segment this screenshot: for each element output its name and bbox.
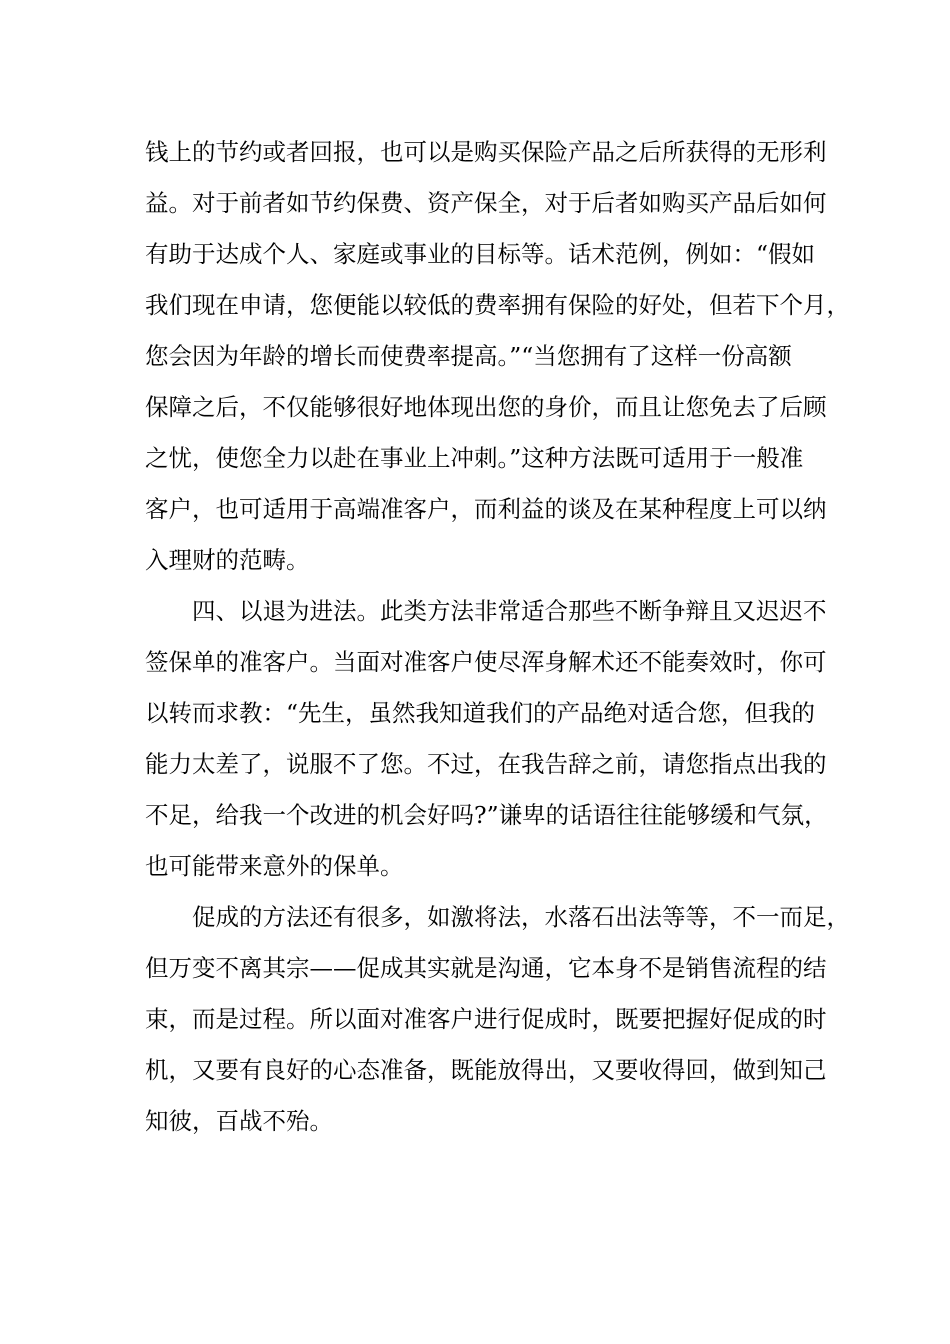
- paragraph-start-line: 促成的方法还有很多，如激将法，水落石出法等等，不一而足，: [192, 903, 850, 931]
- document-body: [145, 127, 850, 1147]
- text-line: 客户，也可适用于高端准客户，而利益的谈及在某种程度上可以纳: [145, 495, 827, 523]
- text-line: 以转而求教：“先生，虽然我知道我们的产品绝对适合您，但我的: [145, 699, 816, 727]
- text-line: 也可能带来意外的保单。: [145, 852, 404, 880]
- text-line: 益。对于前者如节约保费、资产保全，对于后者如购买产品后如何: [145, 189, 827, 217]
- text-line: 之忧，使您全力以赴在事业上冲刺。”这种方法既可适用于一般准: [145, 444, 804, 472]
- text-line: 您会因为年龄的增长而使费率提高。”“当您拥有了这样一份高额: [145, 342, 792, 370]
- text-line: 不足，给我一个改进的机会好吗?”谦卑的话语往往能够缓和气氛，: [145, 801, 828, 829]
- text-line: 入理财的范畴。: [145, 546, 310, 574]
- text-line: 我们现在申请，您便能以较低的费率拥有保险的好处，但若下个月，: [145, 291, 850, 319]
- text-line: 知彼，百战不殆。: [145, 1107, 333, 1135]
- text-line: 有助于达成个人、家庭或事业的目标等。话术范例，例如：“假如: [145, 240, 816, 268]
- text-line: 保障之后，不仅能够很好地体现出您的身价，而且让您免去了后顾: [145, 393, 827, 421]
- text-line: 签保单的准客户。当面对准客户使尽浑身解术还不能奏效时，你可: [145, 648, 827, 676]
- paragraph-start-line: 四、以退为进法。此类方法非常适合那些不断争辩且又迟迟不: [192, 597, 827, 625]
- text-line: 机，又要有良好的心态准备，既能放得出，又要收得回，做到知己: [145, 1056, 827, 1084]
- text-line: 束，而是过程。所以面对准客户进行促成时，既要把握好促成的时: [145, 1005, 827, 1033]
- text-line: 但万变不离其宗——促成其实就是沟通，它本身不是销售流程的结: [145, 954, 827, 982]
- text-line: 能力太差了，说服不了您。不过，在我告辞之前，请您指点出我的: [145, 750, 827, 778]
- text-line: 钱上的节约或者回报，也可以是购买保险产品之后所获得的无形利: [145, 138, 827, 166]
